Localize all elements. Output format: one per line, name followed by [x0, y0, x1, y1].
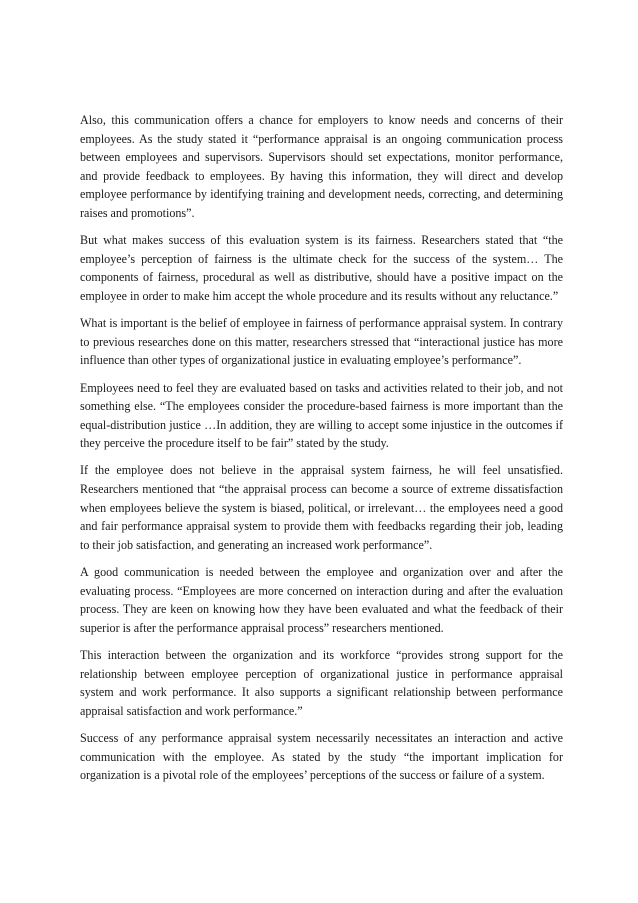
paragraph-7: This interaction between the organization and its workforce “provides strong support for the relationship between employee perception of organizational justice in performance appraisal system and work performance. It also supports a significant relationship between performance appraisal satisfaction and work performance.”	[80, 648, 563, 718]
paragraph-5: If the employee does not believe in the appraisal system fairness, he will feel unsatisfied. Researchers mentioned that “the appraisal process can become a source of extreme dissatisfaction when employees believe the system is biased, political, or irrelevant… the employees need a good and fair performance appraisal system to provide them with feedbacks regarding their job, leading to their job satisfaction, and generating an increased work performance”.	[80, 463, 563, 552]
paragraph-3: What is important is the belief of employee in fairness of performance appraisal system. In contrary to previous researches done on this matter, researchers stressed that “interactional justice has more influence than other types of organizational justice in evaluating employee’s performance”.	[80, 316, 563, 368]
paragraph-2: But what makes success of this evaluation system is its fairness. Researchers stated that “the employee’s perception of fairness is the ultimate check for the success of the system… The components of fairness, procedural as well as distributive, should have a positive impact on the employee in order to make him accept the whole procedure and its results without any reluctance.”	[80, 233, 563, 303]
document-page	[80, 111, 563, 793]
paragraph-6: A good communication is needed between the employee and organization over and after the evaluating process. “Employees are more concerned on interaction during and after the evaluation process. They are keen on knowing how they have been evaluated and what the feedback of their superior is after the performance appraisal process” researchers mentioned.	[80, 565, 563, 635]
paragraph-4: Employees need to feel they are evaluated based on tasks and activities related to their job, and not something else. “The employees consider the procedure-based fairness is more important than the equal-distribution justice …In addition, they are willing to accept some injustice in the outcomes if they perceive the procedure itself to be fair” stated by the study.	[80, 380, 563, 451]
paragraph-1: Also, this communication offers a chance for employers to know needs and concerns of their employees. As the study stated it “performance appraisal is an ongoing communication process between employees and supervisors. Supervisors should set expectations, monitor performance, and provide feedback to employees. By having this information, they will direct and develop employee performance by identifying training and development needs, correcting, and determining raises and promotions”.	[80, 113, 563, 220]
paragraph-8: Success of any performance appraisal system necessarily necessitates an interaction and active communication with the employee. As stated by the study “the important implication for organization is a pivotal role of the employees’ perceptions of the success or failure of a system.	[80, 730, 563, 783]
